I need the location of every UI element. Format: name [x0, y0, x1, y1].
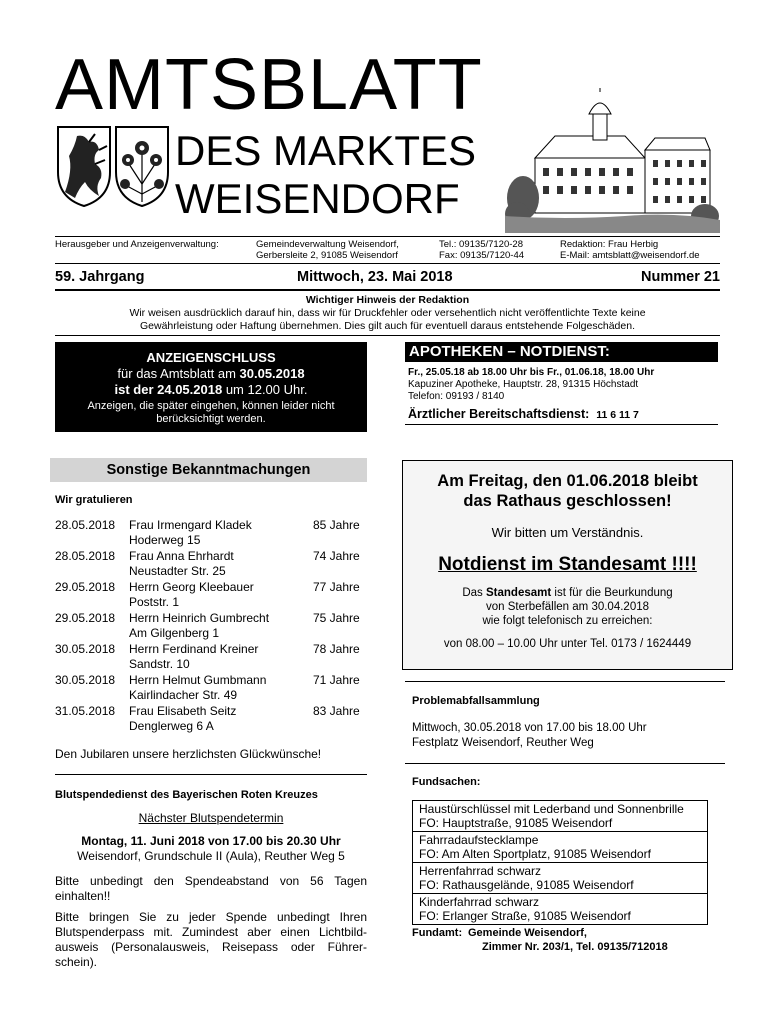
birthday-row — [55, 704, 367, 735]
ad-deadline-line2: ist der 24.05.2018 um 12.00 Uhr. — [114, 382, 308, 397]
doctor-service: Ärztlicher Bereitschaftsdienst: 11 6 11 7 — [408, 407, 639, 421]
coat-of-arms-flowers-icon — [113, 124, 171, 208]
registry-line2: von Sterbefällen am 30.04.2018 — [485, 601, 650, 613]
birthday-name: Frau Anna Ehrhardt — [129, 549, 234, 563]
birthday-age: 83 Jahre — [313, 704, 360, 718]
publisher-org-line2: Gerbersleite 2, 91085 Weisendorf — [256, 250, 398, 261]
publisher-fax: Fax: 09135/7120-44 — [439, 250, 525, 261]
found-location: FO: Am Alten Sportplatz, 91085 Weisendorf — [419, 847, 651, 861]
found-item: Fahrradaufstecklampe — [419, 833, 539, 847]
found-item-row — [413, 832, 707, 863]
divider — [55, 236, 720, 237]
found-item: Herrenfahrrad schwarz — [419, 864, 542, 878]
birthday-row — [55, 518, 367, 549]
issue-number: Nummer 21 — [641, 269, 720, 285]
lost-office — [412, 926, 462, 940]
birthday-street: Hoderweg 15 — [129, 533, 201, 547]
birthday-street: Am Gilgenberg 1 — [129, 626, 220, 640]
pharmacy-name: Kapuziner Apotheke, Hauptstr. 28, 91315 Höchstadt — [408, 379, 639, 390]
birthday-list — [55, 518, 367, 735]
birthday-age: 77 Jahre — [313, 580, 360, 594]
found-item: Kinderfahrrad schwarz — [419, 895, 540, 909]
divider — [55, 289, 720, 291]
birthday-date: 28.05.2018 — [55, 549, 116, 563]
townhall-headline-line2: das Rathaus geschlossen! — [463, 492, 672, 510]
coat-of-arms-lion-icon — [55, 124, 113, 208]
blood-para2: Bitte bringen Sie zu jeder Spende unbedingt Ihren Blutspenderpass mit. Zumindest aber einen Lichtbild- ausweis (Personalausweis, Reisepass oder Führer- schein). — [55, 910, 367, 969]
birthday-name: Herrn Ferdinand Kreiner — [129, 642, 259, 656]
found-location: FO: Erlanger Straße, 91085 Weisendorf — [419, 909, 631, 923]
birthday-name: Herrn Heinrich Gumbrecht — [129, 611, 270, 625]
townhall-box — [402, 460, 733, 670]
birthday-street: Poststr. 1 — [129, 595, 180, 609]
notice-line2: Gewährleistung oder Haftung übernehmen. Dies gilt auch für eventuell daraus entstehende Folgeschäden. — [140, 320, 635, 332]
found-location: FO: Hauptstraße, 91085 Weisendorf — [419, 816, 613, 830]
pharmacy-title: APOTHEKEN – NOTDIENST: — [405, 342, 718, 362]
blood-title: Blutspendedienst des Bayerischen Roten Kreuzes — [55, 789, 318, 801]
registry-line1: Das Standesamt ist für die Beurkundung — [462, 587, 673, 599]
ad-deadline-line3: Anzeigen, die später eingehen, können leider nicht — [87, 400, 335, 412]
ad-deadline-title: ANZEIGENSCHLUSS — [146, 350, 276, 365]
townhall-understanding: Wir bitten um Verständnis. — [491, 525, 644, 540]
publisher-email[interactable]: E-Mail: amtsblatt@weisendorf.de — [560, 250, 700, 261]
blood-next-label: Nächster Blutspendetermin — [138, 811, 284, 825]
birthday-date: 30.05.2018 — [55, 642, 116, 656]
issue-date: Mittwoch, 23. Mai 2018 — [297, 269, 453, 285]
birthday-date: 30.05.2018 — [55, 673, 116, 687]
birthday-age: 75 Jahre — [313, 611, 360, 625]
found-location: FO: Rathausgelände, 91085 Weisendorf — [419, 878, 634, 892]
birthday-name: Herrn Georg Kleebauer — [129, 580, 254, 594]
birthday-row — [55, 611, 367, 642]
publisher-tel: Tel.: 09135/7120-28 — [439, 239, 523, 250]
lost-office-address: Gemeinde Weisendorf, Zimmer Nr. 203/1, Tel. 09135/712018 — [468, 927, 668, 953]
congrats-closing: Den Jubilaren unsere herzlichsten Glückwünsche! — [55, 747, 322, 761]
issue-volume: 59. Jahrgang — [55, 269, 145, 285]
birthday-name: Frau Irmengard Kladek — [129, 518, 252, 532]
pharmacy-info — [408, 367, 718, 423]
birthday-name: Frau Elisabeth Seitz — [129, 704, 237, 718]
birthday-date: 29.05.2018 — [55, 611, 116, 625]
found-items-table — [412, 800, 708, 925]
blood-where: Weisendorf, Grundschule II (Aula), Reuther Weg 5 — [77, 849, 345, 863]
divider — [405, 763, 725, 764]
congrats-title: Wir gratulieren — [55, 494, 133, 506]
found-item: Haustürschlüssel mit Lederband und Sonnenbrille — [419, 802, 684, 816]
found-item-row — [413, 863, 707, 894]
blood-para1: Bitte unbedingt den Spendeabstand von 56 Tagen einhalten!! — [55, 874, 367, 903]
waste-line1: Mittwoch, 30.05.2018 von 17.00 bis 18.00 Uhr — [412, 722, 647, 734]
birthday-row — [55, 580, 367, 611]
notice-title: Wichtiger Hinweis der Redaktion — [305, 294, 470, 306]
ad-deadline-line4: berücksichtigt werden. — [156, 413, 266, 425]
castle-illustration — [505, 88, 720, 233]
birthday-row — [55, 673, 367, 704]
publisher-editor: Redaktion: Frau Herbig — [560, 239, 659, 250]
birthday-street: Sandstr. 10 — [129, 657, 190, 671]
divider — [55, 263, 720, 264]
pharmacy-period: Fr., 25.05.18 ab 18.00 Uhr bis Fr., 01.06.18, 18.00 Uhr — [408, 367, 655, 378]
birthday-street: Denglerweg 6 A — [129, 719, 214, 733]
birthday-age: 85 Jahre — [313, 518, 360, 532]
notice-line1: Wir weisen ausdrücklich darauf hin, dass wir für Druckfehler oder versehentlich nicht veröffentlichte Texte keine — [129, 307, 646, 319]
found-title: Fundsachen: — [412, 776, 481, 788]
birthday-street: Kairlindacher Str. 49 — [129, 688, 238, 702]
waste-title: Problemabfallsammlung — [412, 695, 540, 707]
found-item-row — [413, 894, 707, 924]
townhall-headline-line1: Am Freitag, den 01.06.2018 bleibt — [437, 472, 698, 490]
masthead-title: AMTSBLATT — [55, 45, 483, 125]
birthday-row — [55, 549, 367, 580]
birthday-age: 74 Jahre — [313, 549, 360, 563]
pharmacy-phone: Telefon: 09193 / 8140 — [408, 391, 505, 402]
announcements-title: Sonstige Bekanntmachungen — [50, 458, 367, 482]
birthday-street: Neustadter Str. 25 — [129, 564, 226, 578]
birthday-age: 71 Jahre — [313, 673, 360, 687]
divider — [55, 335, 720, 336]
divider — [55, 774, 367, 775]
birthday-name: Herrn Helmut Gumbmann — [129, 673, 267, 687]
birthday-row — [55, 642, 367, 673]
masthead-subtitle-line1: DES MARKTES — [175, 127, 477, 174]
divider — [405, 681, 725, 682]
blood-when: Montag, 11. Juni 2018 von 17.00 bis 20.30 Uhr — [81, 834, 341, 848]
publisher-label: Herausgeber und Anzeigenverwaltung: — [55, 239, 219, 250]
registry-title: Notdienst im Standesamt !!!! — [438, 554, 697, 575]
birthday-age: 78 Jahre — [313, 642, 360, 656]
found-item-row — [413, 801, 707, 832]
lost-office-label: Fundamt: — [412, 927, 463, 939]
ad-deadline-line1: für das Amtsblatt am 30.05.2018 — [117, 366, 305, 381]
ad-deadline-box — [55, 342, 367, 432]
divider — [405, 424, 718, 425]
publisher-org-line1: Gemeindeverwaltung Weisendorf, — [256, 239, 399, 250]
editorial-notice — [55, 294, 720, 333]
waste-line2: Festplatz Weisendorf, Reuther Weg — [412, 737, 594, 749]
birthday-date: 31.05.2018 — [55, 704, 116, 718]
masthead-subtitle-line2: WEISENDORF — [175, 175, 460, 222]
birthday-date: 28.05.2018 — [55, 518, 116, 532]
registry-line3: wie folgt telefonisch zu erreichen: — [482, 615, 653, 627]
registry-hours: von 08.00 – 10.00 Uhr unter Tel. 0173 / 1624449 — [443, 638, 692, 650]
birthday-date: 29.05.2018 — [55, 580, 116, 594]
